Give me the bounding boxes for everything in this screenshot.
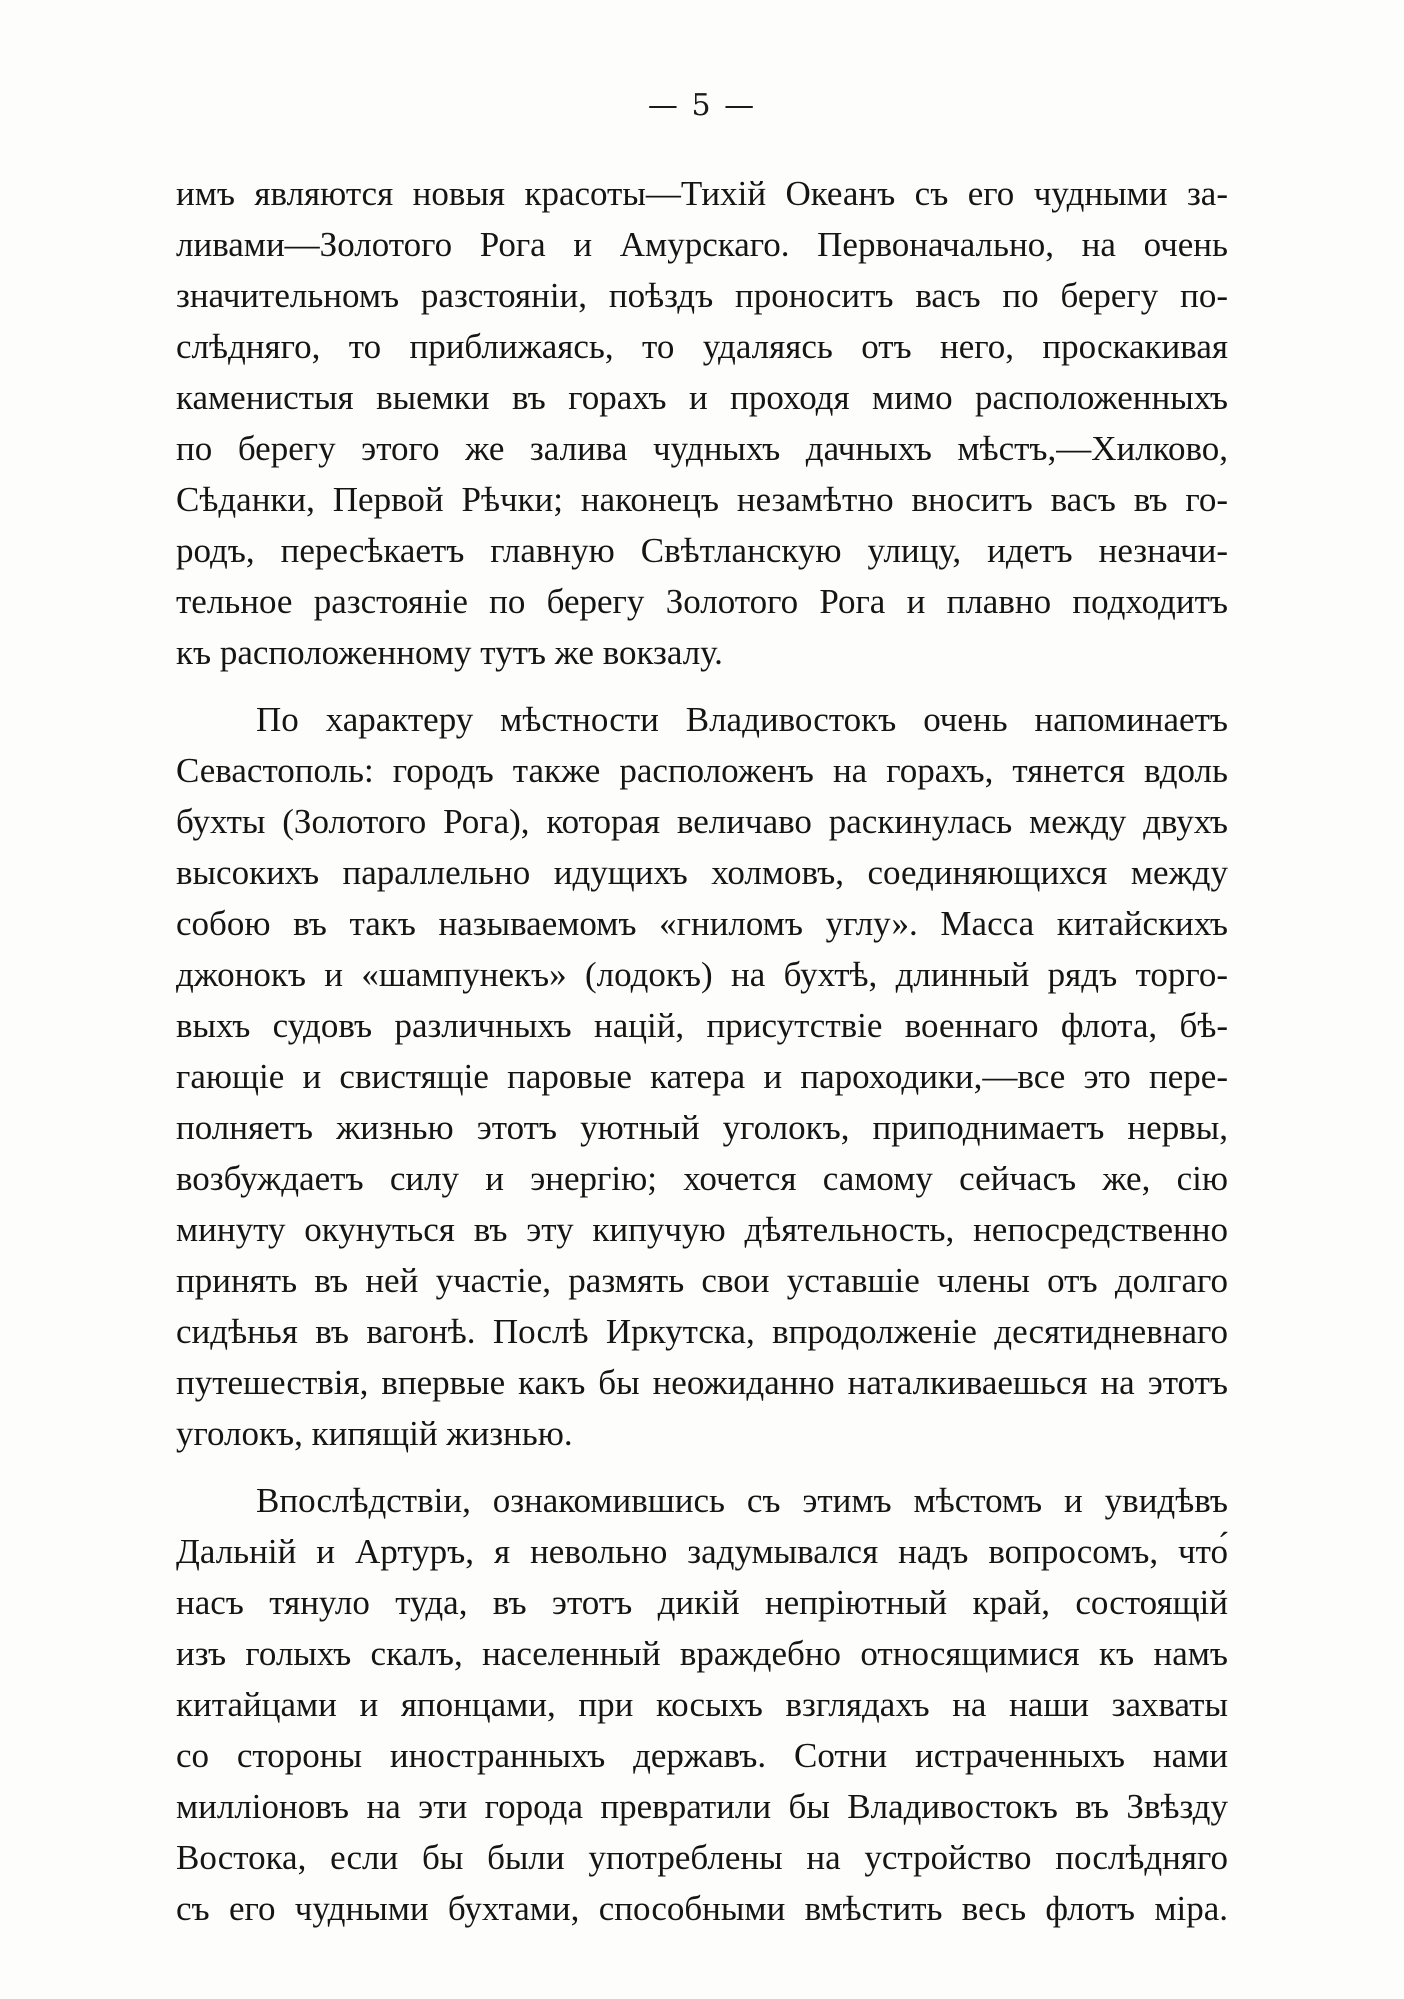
- text-line: милліоновъ на эти города превратили бы Владивостокъ въ Звѣзду: [176, 1787, 1228, 1826]
- text-line: высокихъ параллельно идущихъ холмовъ, соединяющихся между: [176, 853, 1228, 892]
- text-line: путешествія, впервые какъ бы неожиданно наталкиваешься на этотъ: [176, 1363, 1228, 1402]
- text-line: съ его чудными бухтами, способными вмѣстить весь флотъ міра.: [176, 1889, 1228, 1928]
- text-line: принять въ ней участіе, размять свои уставшіе члены отъ долгаго: [176, 1261, 1228, 1300]
- text-line: минуту окунуться въ эту кипучую дѣятельность, непосредственно: [176, 1210, 1228, 1249]
- text-line: имъ являются новыя красоты—Тихій Океанъ съ его чудными за-: [176, 174, 1228, 213]
- text-line: собою въ такъ называемомъ «гниломъ углу». Масса китайскихъ: [176, 904, 1228, 943]
- paragraph-3: [176, 1475, 1228, 1934]
- paragraph-1: [176, 168, 1228, 678]
- page-number: — 5 —: [647, 88, 757, 123]
- paragraph-2: [176, 694, 1228, 1459]
- text-line: сидѣнья въ вагонѣ. Послѣ Иркутска, впродолженіе десятидневнаго: [176, 1312, 1228, 1351]
- text-line: По характеру мѣстности Владивостокъ очень напоминаетъ: [256, 700, 1228, 739]
- paragraph-spacer: [176, 1459, 1228, 1475]
- text-line: уголокъ, кипящій жизнью.: [176, 1414, 573, 1453]
- paragraph-spacer: [176, 678, 1228, 694]
- text-line: слѣдняго, то приближаясь, то удаляясь отъ него, проскакивая: [176, 327, 1228, 366]
- text-line: выхъ судовъ различныхъ націй, присутствіе военнаго флота, бѣ-: [176, 1006, 1228, 1045]
- text-line: по берегу этого же залива чудныхъ дачныхъ мѣстъ,—Хилково,: [176, 429, 1228, 468]
- text-line: Дальній и Артуръ, я невольно задумывался надъ вопросомъ, что́: [176, 1532, 1228, 1571]
- text-line: бухты (Золотого Рога), которая величаво раскинулась между двухъ: [176, 802, 1228, 841]
- text-line: Востока, если бы были употреблены на устройство послѣдняго: [176, 1838, 1228, 1877]
- text-line: тельное разстояніе по берегу Золотого Рога и плавно подходитъ: [176, 582, 1228, 621]
- text-line: Сѣданки, Первой Рѣчки; наконецъ незамѣтно вноситъ васъ въ го-: [176, 480, 1228, 519]
- text-line: Впослѣдствіи, ознакомившись съ этимъ мѣстомъ и увидѣвъ: [256, 1481, 1228, 1520]
- text-line: гающіе и свистящіе паровые катера и пароходики,—все это пере-: [176, 1057, 1228, 1096]
- text-line: ливами—Золотого Рога и Амурскаго. Первоначально, на очень: [176, 225, 1228, 264]
- text-line: значительномъ разстояніи, поѣздъ проноситъ васъ по берегу по-: [176, 276, 1228, 315]
- text-line: насъ тянуло туда, въ этотъ дикій непріютный край, состоящій: [176, 1583, 1228, 1622]
- text-line: Севастополь: городъ также расположенъ на горахъ, тянется вдоль: [176, 751, 1228, 790]
- text-line: джонокъ и «шампунекъ» (лодокъ) на бухтѣ, длинный рядъ торго-: [176, 955, 1228, 994]
- body-text: [176, 168, 1228, 1934]
- text-line: со стороны иностранныхъ державъ. Сотни истраченныхъ нами: [176, 1736, 1228, 1775]
- text-line: каменистыя выемки въ горахъ и проходя мимо расположенныхъ: [176, 378, 1228, 417]
- text-line: родъ, пересѣкаетъ главную Свѣтланскую улицу, идетъ незначи-: [176, 531, 1228, 570]
- text-line: къ расположенному тутъ же вокзалу.: [176, 633, 723, 672]
- text-line: возбуждаетъ силу и энергію; хочется самому сейчасъ же, сію: [176, 1159, 1228, 1198]
- text-line: изъ голыхъ скалъ, населенный враждебно относящимися къ намъ: [176, 1634, 1228, 1673]
- text-line: полняетъ жизнью этотъ уютный уголокъ, приподнимаетъ нервы,: [176, 1108, 1228, 1147]
- text-line: китайцами и японцами, при косыхъ взглядахъ на наши захваты: [176, 1685, 1228, 1724]
